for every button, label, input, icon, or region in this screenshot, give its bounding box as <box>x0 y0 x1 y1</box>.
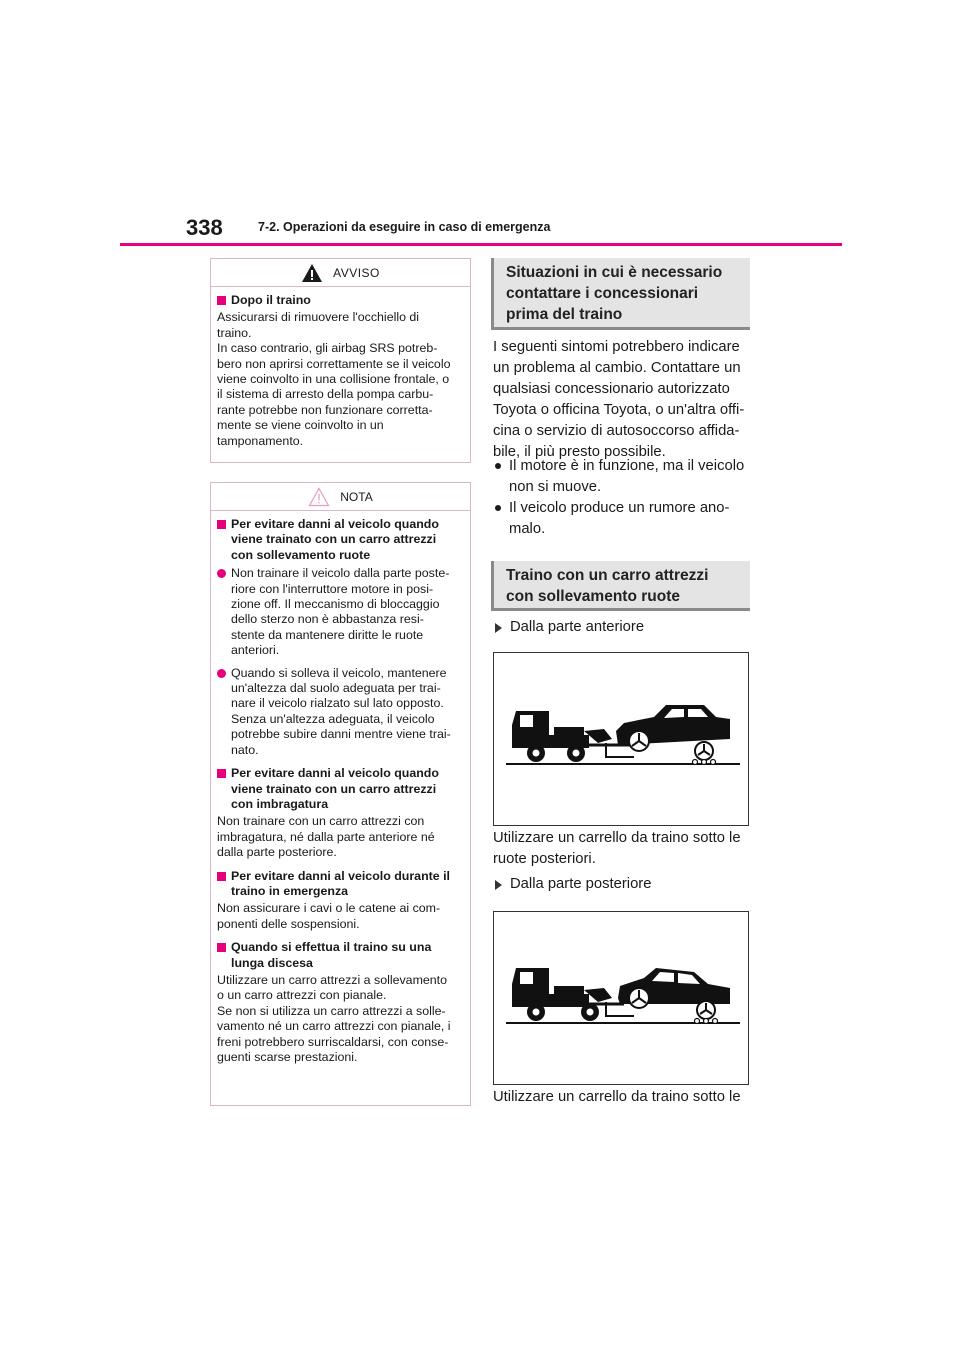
chapter-title: 7-2. Operazioni da eseguire in caso di emergenza <box>258 220 551 234</box>
header-rule <box>120 243 842 246</box>
nota-s4-heading-row <box>217 940 462 971</box>
section-contact-text: I seguenti sintomi potrebbero indicare un problema al cambio. Contattare un qualsiasi concessionario autorizzato Toyota o officina Toyota, o un'altra offi- cina o servizio di autosoccorso affida- bile, il più presto possibile. <box>493 339 745 460</box>
square-bullet-icon <box>217 872 226 881</box>
arrow-right-icon <box>495 623 502 633</box>
nota-s1-heading: Per evitare danni al veicolo quando viene trainato con un carro attrezzi con sollevamento ruote <box>231 517 439 562</box>
avviso-header <box>211 259 470 287</box>
front-tow-label: Dalla parte anteriore <box>510 619 645 635</box>
nota-s1-bullet-2-text: Quando si solleva il veicolo, mantenere un'altezza dal suolo adeguata per trai- nare il veicolo rialzato sul lato opposto. Senza un'altezza adeguata, il veicolo potrebbe subire danni mentre viene trai- nato. <box>231 665 451 757</box>
rear-tow-label-row <box>495 874 651 895</box>
arrow-right-icon <box>495 880 502 890</box>
dot-bullet-icon <box>217 569 226 578</box>
nota-s1-bullet-1 <box>217 566 462 658</box>
avviso-title: AVVISO <box>333 265 380 280</box>
front-tow-caption: Utilizzare un carrello da traino sotto le ruote posteriori. <box>493 830 741 867</box>
front-tow-label-row <box>495 617 644 638</box>
nota-s4-text: Utilizzare un carro attrezzi a sollevamento o un carro attrezzi con pianale. Se non si utilizza un carro attrezzi a solle- vamento né un carro attrezzi con pianale, i freni potrebbero surriscaldarsi, con conse- guenti scarse prestazioni. <box>217 972 451 1064</box>
nota-s3-heading-row <box>217 869 462 900</box>
symptom-bullet-2 <box>495 498 757 540</box>
nota-s3-heading: Per evitare danni al veicolo durante il traino in emergenza <box>231 868 450 898</box>
section-heading-wheel-lift: Traino con un carro attrezzi con sollevamento ruote <box>491 561 750 611</box>
dot-bullet-icon <box>217 669 226 678</box>
symptom-bullet-1 <box>495 456 757 498</box>
bullet-dot-icon <box>495 505 501 511</box>
nota-s1-heading-row <box>217 517 462 563</box>
caution-icon <box>308 487 330 507</box>
page-number: 338 <box>186 215 223 240</box>
avviso-heading-row <box>217 293 462 308</box>
nota-s4-heading: Quando si effettua il traino su una lunga discesa <box>231 940 432 970</box>
tow-truck-rear-illustration <box>494 912 748 1084</box>
warning-icon <box>301 263 323 283</box>
nota-header <box>211 483 470 511</box>
rear-tow-label: Dalla parte posteriore <box>510 876 652 892</box>
section-heading-contact-dealers: Situazioni in cui è necessario contattare i concessionari prima del traino <box>491 258 750 330</box>
nota-s2-text: Non trainare con un carro attrezzi con imbragatura, né dalla parte anteriore né dalla parte posteriore. <box>217 814 435 860</box>
nota-s2-heading: Per evitare danni al veicolo quando viene trainato con un carro attrezzi con imbragatura <box>231 766 439 811</box>
symptom-bullet-2-text: Il veicolo produce un rumore ano- malo. <box>509 500 730 537</box>
square-bullet-icon <box>217 520 226 529</box>
nota-s3-text: Non assicurare i cavi o le catene ai com- ponenti delle sospensioni. <box>217 901 441 931</box>
avviso-box <box>210 258 471 463</box>
square-bullet-icon <box>217 296 226 305</box>
figure-front-towing <box>493 652 749 826</box>
rear-tow-caption: Utilizzare un carrello da traino sotto le <box>493 1089 741 1105</box>
nota-box <box>210 482 471 1106</box>
nota-s2-heading-row <box>217 766 462 812</box>
nota-title: NOTA <box>340 489 373 504</box>
nota-s1-bullet-1-text: Non trainare il veicolo dalla parte poste- riore con l'interruttore motore in posi- zione off. Il meccanismo di bloccaggio dello sterzo non è abbastanza resi- stente da mantenere diritte le ruote anteriori. <box>231 566 450 658</box>
square-bullet-icon <box>217 769 226 778</box>
avviso-text: Assicurarsi di rimuovere l'occhiello di traino. In caso contrario, gli airbag SRS potreb- bero non aprirsi correttamente se il veicolo viene coinvolto in una collisione frontale, o il sistema di arresto della pompa carbu- rante potrebbe non funzionare corretta- mente se viene coinvolto in un tamponamento. <box>217 310 451 448</box>
avviso-heading: Dopo il traino <box>231 293 311 307</box>
bullet-dot-icon <box>495 463 501 469</box>
nota-s1-bullet-2 <box>217 666 462 758</box>
square-bullet-icon <box>217 943 226 952</box>
tow-truck-front-illustration <box>494 653 748 825</box>
figure-rear-towing <box>493 911 749 1085</box>
symptom-bullet-1-text: Il motore è in funzione, ma il veicolo non si muove. <box>509 458 745 495</box>
